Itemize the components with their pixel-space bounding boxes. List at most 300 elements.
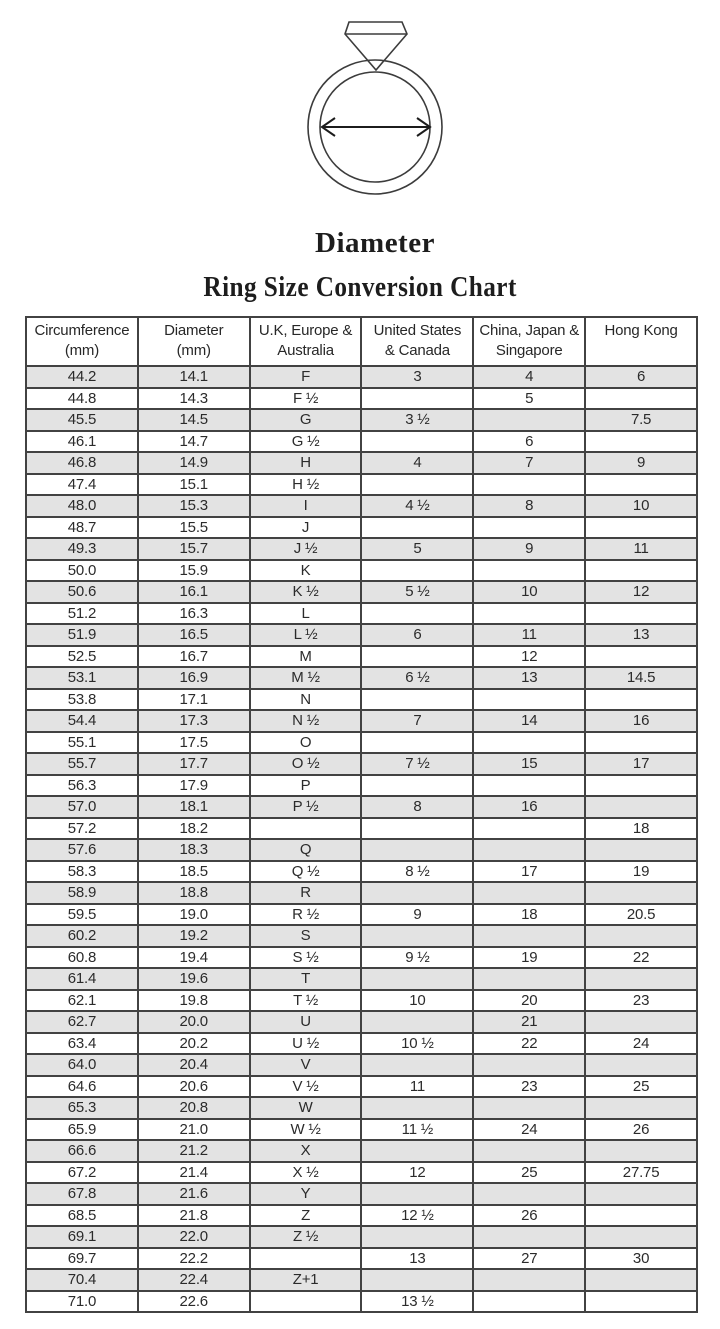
table-cell: 68.5 (26, 1205, 138, 1227)
table-cell: 67.2 (26, 1162, 138, 1184)
table-cell: 18.3 (138, 839, 250, 861)
table-cell: 18 (473, 904, 585, 926)
table-cell (473, 1097, 585, 1119)
table-cell: J ½ (250, 538, 362, 560)
table-header (26, 317, 697, 366)
table-cell: 5 (473, 388, 585, 410)
table-cell: 20 (473, 990, 585, 1012)
table-cell: 23 (473, 1076, 585, 1098)
table-cell: 54.4 (26, 710, 138, 732)
table-cell: 16.7 (138, 646, 250, 668)
table-cell: 53.8 (26, 689, 138, 711)
table-cell: 19.6 (138, 968, 250, 990)
table-cell: 44.8 (26, 388, 138, 410)
table-cell: Z (250, 1205, 362, 1227)
table-cell: 12 ½ (361, 1205, 473, 1227)
table-cell: O (250, 732, 362, 754)
table-cell: R ½ (250, 904, 362, 926)
table-cell: G ½ (250, 431, 362, 453)
table-cell: 16.1 (138, 581, 250, 603)
table-cell: 10 ½ (361, 1033, 473, 1055)
table-cell: 69.7 (26, 1248, 138, 1270)
diameter-label-wrap (15, 226, 720, 260)
table-cell: 15.3 (138, 495, 250, 517)
table-cell: 19.8 (138, 990, 250, 1012)
table-row (26, 818, 697, 840)
table-cell (361, 388, 473, 410)
table-cell: 17.1 (138, 689, 250, 711)
table-cell: 21.8 (138, 1205, 250, 1227)
table-cell: 10 (585, 495, 697, 517)
table-cell (585, 1011, 697, 1033)
table-row (26, 732, 697, 754)
table-cell: 65.3 (26, 1097, 138, 1119)
table-cell: 18.8 (138, 882, 250, 904)
table-cell: 15.7 (138, 538, 250, 560)
table-row (26, 538, 697, 560)
table-cell (585, 775, 697, 797)
table-row (26, 1033, 697, 1055)
table-row (26, 388, 697, 410)
table-cell (585, 1097, 697, 1119)
table-cell: 17.7 (138, 753, 250, 775)
table-cell (473, 968, 585, 990)
table-cell: 22.4 (138, 1269, 250, 1291)
ring-size-conversion-table (25, 316, 698, 1313)
table-cell: 19 (585, 861, 697, 883)
table-cell: 60.8 (26, 947, 138, 969)
table-row (26, 646, 697, 668)
table-cell: 61.4 (26, 968, 138, 990)
table-cell: 8 ½ (361, 861, 473, 883)
table-cell (473, 474, 585, 496)
table-cell: 57.2 (26, 818, 138, 840)
table-cell: 13 (473, 667, 585, 689)
table-cell: 15.5 (138, 517, 250, 539)
table-cell: F (250, 366, 362, 388)
table-cell: 16.3 (138, 603, 250, 625)
table-cell (585, 732, 697, 754)
table-cell (361, 1097, 473, 1119)
table-row (26, 861, 697, 883)
table-cell (473, 689, 585, 711)
table-row (26, 1248, 697, 1270)
table-row (26, 968, 697, 990)
table-cell (361, 1269, 473, 1291)
table-cell (585, 968, 697, 990)
table-cell (585, 882, 697, 904)
table-cell: 50.0 (26, 560, 138, 582)
table-cell: U (250, 1011, 362, 1033)
column-header: U.K, Europe & Australia (250, 317, 362, 366)
page-title-wrap (0, 270, 720, 304)
table-cell (473, 603, 585, 625)
table-cell (361, 968, 473, 990)
table-cell (473, 1140, 585, 1162)
table-cell: 50.6 (26, 581, 138, 603)
table-row (26, 947, 697, 969)
table-cell (473, 818, 585, 840)
table-cell: 16 (473, 796, 585, 818)
table-cell: 21.0 (138, 1119, 250, 1141)
table-cell: 62.7 (26, 1011, 138, 1033)
table-cell (585, 1054, 697, 1076)
table-row (26, 1269, 697, 1291)
table-cell (361, 1011, 473, 1033)
table-cell: 9 (585, 452, 697, 474)
table-cell: 21 (473, 1011, 585, 1033)
table-cell: 13 (585, 624, 697, 646)
table-cell: 10 (361, 990, 473, 1012)
table-cell: 21.4 (138, 1162, 250, 1184)
table-cell (585, 603, 697, 625)
table-cell: 14.7 (138, 431, 250, 453)
table-cell: M (250, 646, 362, 668)
table-row (26, 1054, 697, 1076)
table-row (26, 474, 697, 496)
table-cell: X ½ (250, 1162, 362, 1184)
table-cell: 22.0 (138, 1226, 250, 1248)
table-row (26, 560, 697, 582)
table-cell: 6 (473, 431, 585, 453)
table-cell (361, 517, 473, 539)
table-cell: 16 (585, 710, 697, 732)
table-cell (361, 646, 473, 668)
table-cell: 16.9 (138, 667, 250, 689)
table-cell (250, 1291, 362, 1313)
table-cell: 12 (585, 581, 697, 603)
table-cell (473, 517, 585, 539)
table-cell: K (250, 560, 362, 582)
table-cell (361, 839, 473, 861)
table-cell: 18.5 (138, 861, 250, 883)
table-cell (585, 431, 697, 453)
table-cell (361, 1140, 473, 1162)
table-cell: 19.2 (138, 925, 250, 947)
table-body (26, 366, 697, 1312)
table-row (26, 904, 697, 926)
table-cell (250, 818, 362, 840)
table-row (26, 1011, 697, 1033)
table-cell: 58.9 (26, 882, 138, 904)
table-cell: 20.2 (138, 1033, 250, 1055)
table-cell: 65.9 (26, 1119, 138, 1141)
table-row (26, 495, 697, 517)
table-cell: 45.5 (26, 409, 138, 431)
table-cell: 70.4 (26, 1269, 138, 1291)
table-row (26, 1097, 697, 1119)
diameter-label: Diameter (315, 227, 435, 259)
table-cell: H ½ (250, 474, 362, 496)
table-cell: 58.3 (26, 861, 138, 883)
table-cell: 3 ½ (361, 409, 473, 431)
table-cell (473, 1291, 585, 1313)
table-cell: V (250, 1054, 362, 1076)
table-cell: 20.0 (138, 1011, 250, 1033)
table-cell: K ½ (250, 581, 362, 603)
table-cell: 46.8 (26, 452, 138, 474)
table-cell (361, 603, 473, 625)
table-cell (473, 882, 585, 904)
table-cell: 59.5 (26, 904, 138, 926)
table-cell: 17 (473, 861, 585, 883)
table-cell: 3 (361, 366, 473, 388)
table-cell: 7.5 (585, 409, 697, 431)
table-cell (585, 925, 697, 947)
table-cell (473, 775, 585, 797)
table-cell: 51.2 (26, 603, 138, 625)
table-cell (361, 474, 473, 496)
table-cell: 69.1 (26, 1226, 138, 1248)
table-row (26, 753, 697, 775)
table-row (26, 409, 697, 431)
column-header: Diameter (mm) (138, 317, 250, 366)
table-cell: 49.3 (26, 538, 138, 560)
table-cell: T ½ (250, 990, 362, 1012)
table-cell: 13 (361, 1248, 473, 1270)
table-cell: 67.8 (26, 1183, 138, 1205)
table-cell: 46.1 (26, 431, 138, 453)
table-row (26, 624, 697, 646)
table-cell (585, 689, 697, 711)
table-cell: H (250, 452, 362, 474)
table-row (26, 667, 697, 689)
table-cell: Z+1 (250, 1269, 362, 1291)
table-cell: 15.9 (138, 560, 250, 582)
table-cell: 14.5 (585, 667, 697, 689)
table-cell: 11 (585, 538, 697, 560)
table-cell: 60.2 (26, 925, 138, 947)
table-cell (361, 818, 473, 840)
table-cell: 15 (473, 753, 585, 775)
table-cell (585, 646, 697, 668)
table-cell (250, 1248, 362, 1270)
table-cell: 64.6 (26, 1076, 138, 1098)
table-cell: 26 (473, 1205, 585, 1227)
table-cell: 20.4 (138, 1054, 250, 1076)
table-cell: 22 (473, 1033, 585, 1055)
table-cell: 8 (361, 796, 473, 818)
header-row (26, 317, 697, 366)
table-cell: Z ½ (250, 1226, 362, 1248)
table-cell: 4 (473, 366, 585, 388)
table-cell: 15.1 (138, 474, 250, 496)
table-cell (585, 474, 697, 496)
table-cell: F ½ (250, 388, 362, 410)
table-cell: W (250, 1097, 362, 1119)
table-cell: 5 (361, 538, 473, 560)
table-row (26, 1205, 697, 1227)
table-cell: 57.6 (26, 839, 138, 861)
table-cell (585, 1205, 697, 1227)
table-cell: 7 ½ (361, 753, 473, 775)
table-cell: T (250, 968, 362, 990)
table-row (26, 1140, 697, 1162)
table-cell: 20.6 (138, 1076, 250, 1098)
table-cell: 21.2 (138, 1140, 250, 1162)
table-row (26, 581, 697, 603)
table-cell (361, 775, 473, 797)
table-cell (585, 1183, 697, 1205)
table-row (26, 839, 697, 861)
table-cell: 8 (473, 495, 585, 517)
table-cell: W ½ (250, 1119, 362, 1141)
table-cell: 7 (361, 710, 473, 732)
table-cell: 23 (585, 990, 697, 1012)
table-cell: 51.9 (26, 624, 138, 646)
table-row (26, 775, 697, 797)
table-cell: L ½ (250, 624, 362, 646)
table-cell (585, 388, 697, 410)
table-cell: 24 (473, 1119, 585, 1141)
table-cell: 18.1 (138, 796, 250, 818)
table-row (26, 710, 697, 732)
table-cell (473, 560, 585, 582)
table-cell: 4 ½ (361, 495, 473, 517)
table-cell: 14.1 (138, 366, 250, 388)
table-cell: 53.1 (26, 667, 138, 689)
table-cell (585, 839, 697, 861)
table-cell: N ½ (250, 710, 362, 732)
table-cell: Q ½ (250, 861, 362, 883)
table-row (26, 1291, 697, 1313)
table-cell: 20.5 (585, 904, 697, 926)
table-cell: 10 (473, 581, 585, 603)
table-cell: 20.8 (138, 1097, 250, 1119)
table-cell: O ½ (250, 753, 362, 775)
table-cell: G (250, 409, 362, 431)
table-cell: 48.0 (26, 495, 138, 517)
table-row (26, 1183, 697, 1205)
table-cell: 9 (361, 904, 473, 926)
table-cell: 6 (361, 624, 473, 646)
table-cell: 47.4 (26, 474, 138, 496)
table-row (26, 882, 697, 904)
table-cell: S (250, 925, 362, 947)
table-cell: 5 ½ (361, 581, 473, 603)
table-cell: 16.5 (138, 624, 250, 646)
table-cell: 55.7 (26, 753, 138, 775)
diamond-ring-icon (295, 17, 455, 203)
table-row (26, 431, 697, 453)
diameter-arrow (322, 118, 430, 136)
table-row (26, 452, 697, 474)
table-cell: 4 (361, 452, 473, 474)
table-cell: 14.5 (138, 409, 250, 431)
table-cell: 22.2 (138, 1248, 250, 1270)
table-cell: 27 (473, 1248, 585, 1270)
table-cell: P (250, 775, 362, 797)
table-cell: L (250, 603, 362, 625)
table-cell: 17.9 (138, 775, 250, 797)
table-cell (585, 560, 697, 582)
table-cell: 17.3 (138, 710, 250, 732)
table-cell (473, 1183, 585, 1205)
table-cell (473, 1269, 585, 1291)
table-cell: 63.4 (26, 1033, 138, 1055)
table-row (26, 603, 697, 625)
page-title: Ring Size Conversion Chart (203, 271, 517, 303)
table-cell: 30 (585, 1248, 697, 1270)
table-cell (361, 689, 473, 711)
table-cell: 18.2 (138, 818, 250, 840)
table-cell: Q (250, 839, 362, 861)
table-cell (473, 839, 585, 861)
table-cell: 7 (473, 452, 585, 474)
table-cell (361, 925, 473, 947)
table-cell: I (250, 495, 362, 517)
table-cell: 19.4 (138, 947, 250, 969)
column-header: Circumference (mm) (26, 317, 138, 366)
table-row (26, 366, 697, 388)
table-cell: 17 (585, 753, 697, 775)
table-cell: 19.0 (138, 904, 250, 926)
table-cell (361, 1183, 473, 1205)
table-cell: 62.1 (26, 990, 138, 1012)
table-cell: 66.6 (26, 1140, 138, 1162)
table-cell: 57.0 (26, 796, 138, 818)
table-cell (361, 431, 473, 453)
table-cell (473, 1226, 585, 1248)
table-cell: 11 (473, 624, 585, 646)
table-cell: U ½ (250, 1033, 362, 1055)
table-cell: 48.7 (26, 517, 138, 539)
table-cell: 22.6 (138, 1291, 250, 1313)
table-cell: 64.0 (26, 1054, 138, 1076)
table-cell: 21.6 (138, 1183, 250, 1205)
table-cell: 11 (361, 1076, 473, 1098)
table-cell: 26 (585, 1119, 697, 1141)
table-cell: V ½ (250, 1076, 362, 1098)
table-cell (585, 796, 697, 818)
table-cell (473, 925, 585, 947)
table-row (26, 1119, 697, 1141)
table-cell (361, 732, 473, 754)
table-cell: 6 ½ (361, 667, 473, 689)
table-row (26, 1076, 697, 1098)
table-cell: 27.75 (585, 1162, 697, 1184)
table-cell (585, 1140, 697, 1162)
table-cell: 22 (585, 947, 697, 969)
table-row (26, 796, 697, 818)
column-header: China, Japan & Singapore (473, 317, 585, 366)
table-cell (361, 560, 473, 582)
table-cell (585, 1291, 697, 1313)
table-cell: M ½ (250, 667, 362, 689)
table-cell: 52.5 (26, 646, 138, 668)
table-cell: 11 ½ (361, 1119, 473, 1141)
table-cell: 25 (585, 1076, 697, 1098)
table-cell: 9 (473, 538, 585, 560)
table-cell: 17.5 (138, 732, 250, 754)
table-cell (473, 409, 585, 431)
table-cell: 56.3 (26, 775, 138, 797)
table-row (26, 1226, 697, 1248)
column-header: United States & Canada (361, 317, 473, 366)
table-cell: X (250, 1140, 362, 1162)
table-cell: 71.0 (26, 1291, 138, 1313)
table-cell (473, 1054, 585, 1076)
table-cell (585, 517, 697, 539)
table-cell: R (250, 882, 362, 904)
table-row (26, 1162, 697, 1184)
table-cell: 44.2 (26, 366, 138, 388)
table-cell: 14.9 (138, 452, 250, 474)
table-cell: P ½ (250, 796, 362, 818)
table-cell: 14.3 (138, 388, 250, 410)
table-cell: 13 ½ (361, 1291, 473, 1313)
table-cell: Y (250, 1183, 362, 1205)
